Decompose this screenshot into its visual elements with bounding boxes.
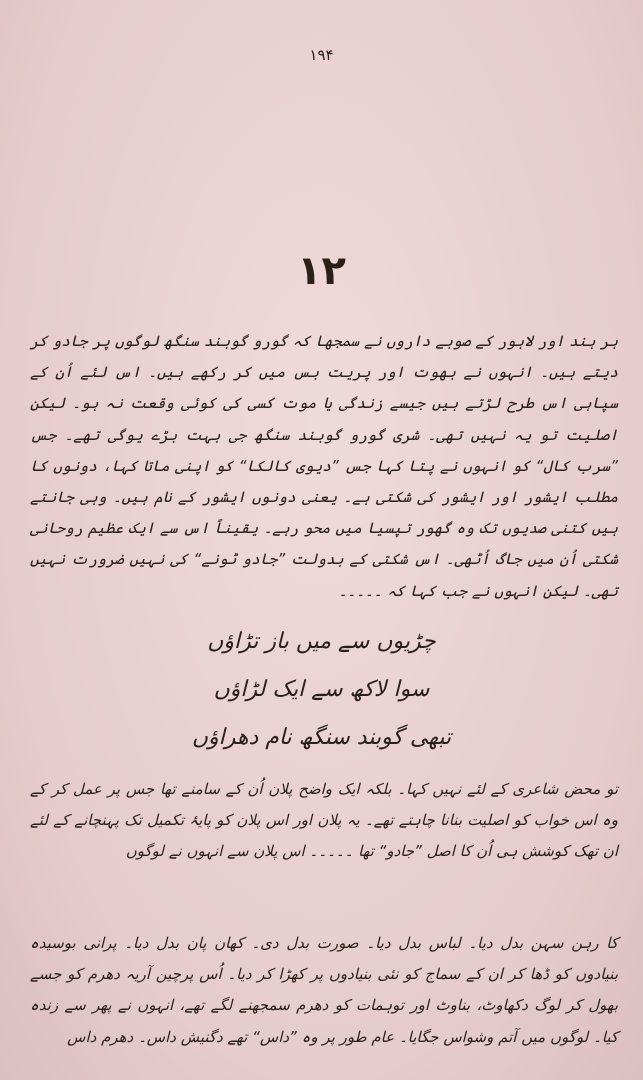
body-paragraph-2: تو محض شاعری کے لئے نہیں کہا۔ بلکہ ایک واضح پلان اُن کے سامنے تھا جس پر عمل کر کے وہ اس خواب کو اصلیت بنانا چاہتے تھے۔ یہ پلان اور اس پلان کو پایۂ تکمیل تک پہنچانے کے لئے ان تھک کوشش ہی اُن کا اصل ”جادو“ تھا ۔۔۔۔۔ اس پلان سے انہوں نے لوگوں [30,780,618,861]
body-paragraph-3: کا رہن سہن بدل دیا۔ لباس بدل دیا۔ صورت بدل دی۔ کھان پان بدل دیا۔ پرانی بوسیدہ بنیادوں کو ڈھا کر ان کے سماج کو نئی بنیادوں پر کھڑا کر دیا۔ اُس پرچین آریہ دھرم کو جسے بھول کر لوگ دکھاوٹ، بناوٹ اور توہمات کو دھرم سمجھنے لگے تھے، انہوں نے پھر سے زندہ کیا۔ لوگوں میں آتم وشواس جگایا۔ عام طور پر وہ ”داس“ تھے دگنیش داس۔ دھرم داس [30,934,618,1046]
verse-line-2: سوا لاکھ سے ایک لڑاؤں [213,677,430,702]
page-number: ۱۹۴ [309,46,334,64]
verse-line-3: تبھی گوبند سنگھ نام دھراؤں [191,725,452,750]
chapter-number: ۱۲ [297,248,346,294]
verse-line-1: چڑیوں سے میں باز تڑاؤں [207,629,436,654]
body-paragraph-1: ہر ہند اور لاہور کے صوبے داروں نے سمجھا کہ گورو گوبند سنگھ لوگوں پر جادو کر دیتے ہیں۔ انہوں نے بھوت اور پریت بس میں کر رکھے ہیں۔ اس لئے اُن کے سپاہی اس طرح لڑتے ہیں جیسے زندگی یا موت کسی کی کوئی وقعت نہ ہو۔ لیکن اصلیت تو یہ نہیں تھی۔ شری گورو گوبند سنگھ جی بہت بڑے یوگی تھے۔ جس ”سرب کال“ کو انہوں نے پتا کہا جس ”دیوی کالکا“ کو اپنی ماتا کہا، دونوں کا مطلب ایشور اور ایشور کی شکتی ہے۔ یعنی دونوں ایشور کے نام ہیں۔ وہی جانتے ہیں کتنی صدیوں تک وہ گھور تپسیا میں محو رہے۔ یقیناً اس سے ایک عظیم روحانی شکتی اُن میں جاگ اُٹھی۔ اس شکتی کے بدولت ”جادو ٹونے“ کی نہیں ضرورت نہیں تھی۔ لیکن انہوں نے جب کہا کہ ۔۔۔۔۔ [30,332,618,600]
